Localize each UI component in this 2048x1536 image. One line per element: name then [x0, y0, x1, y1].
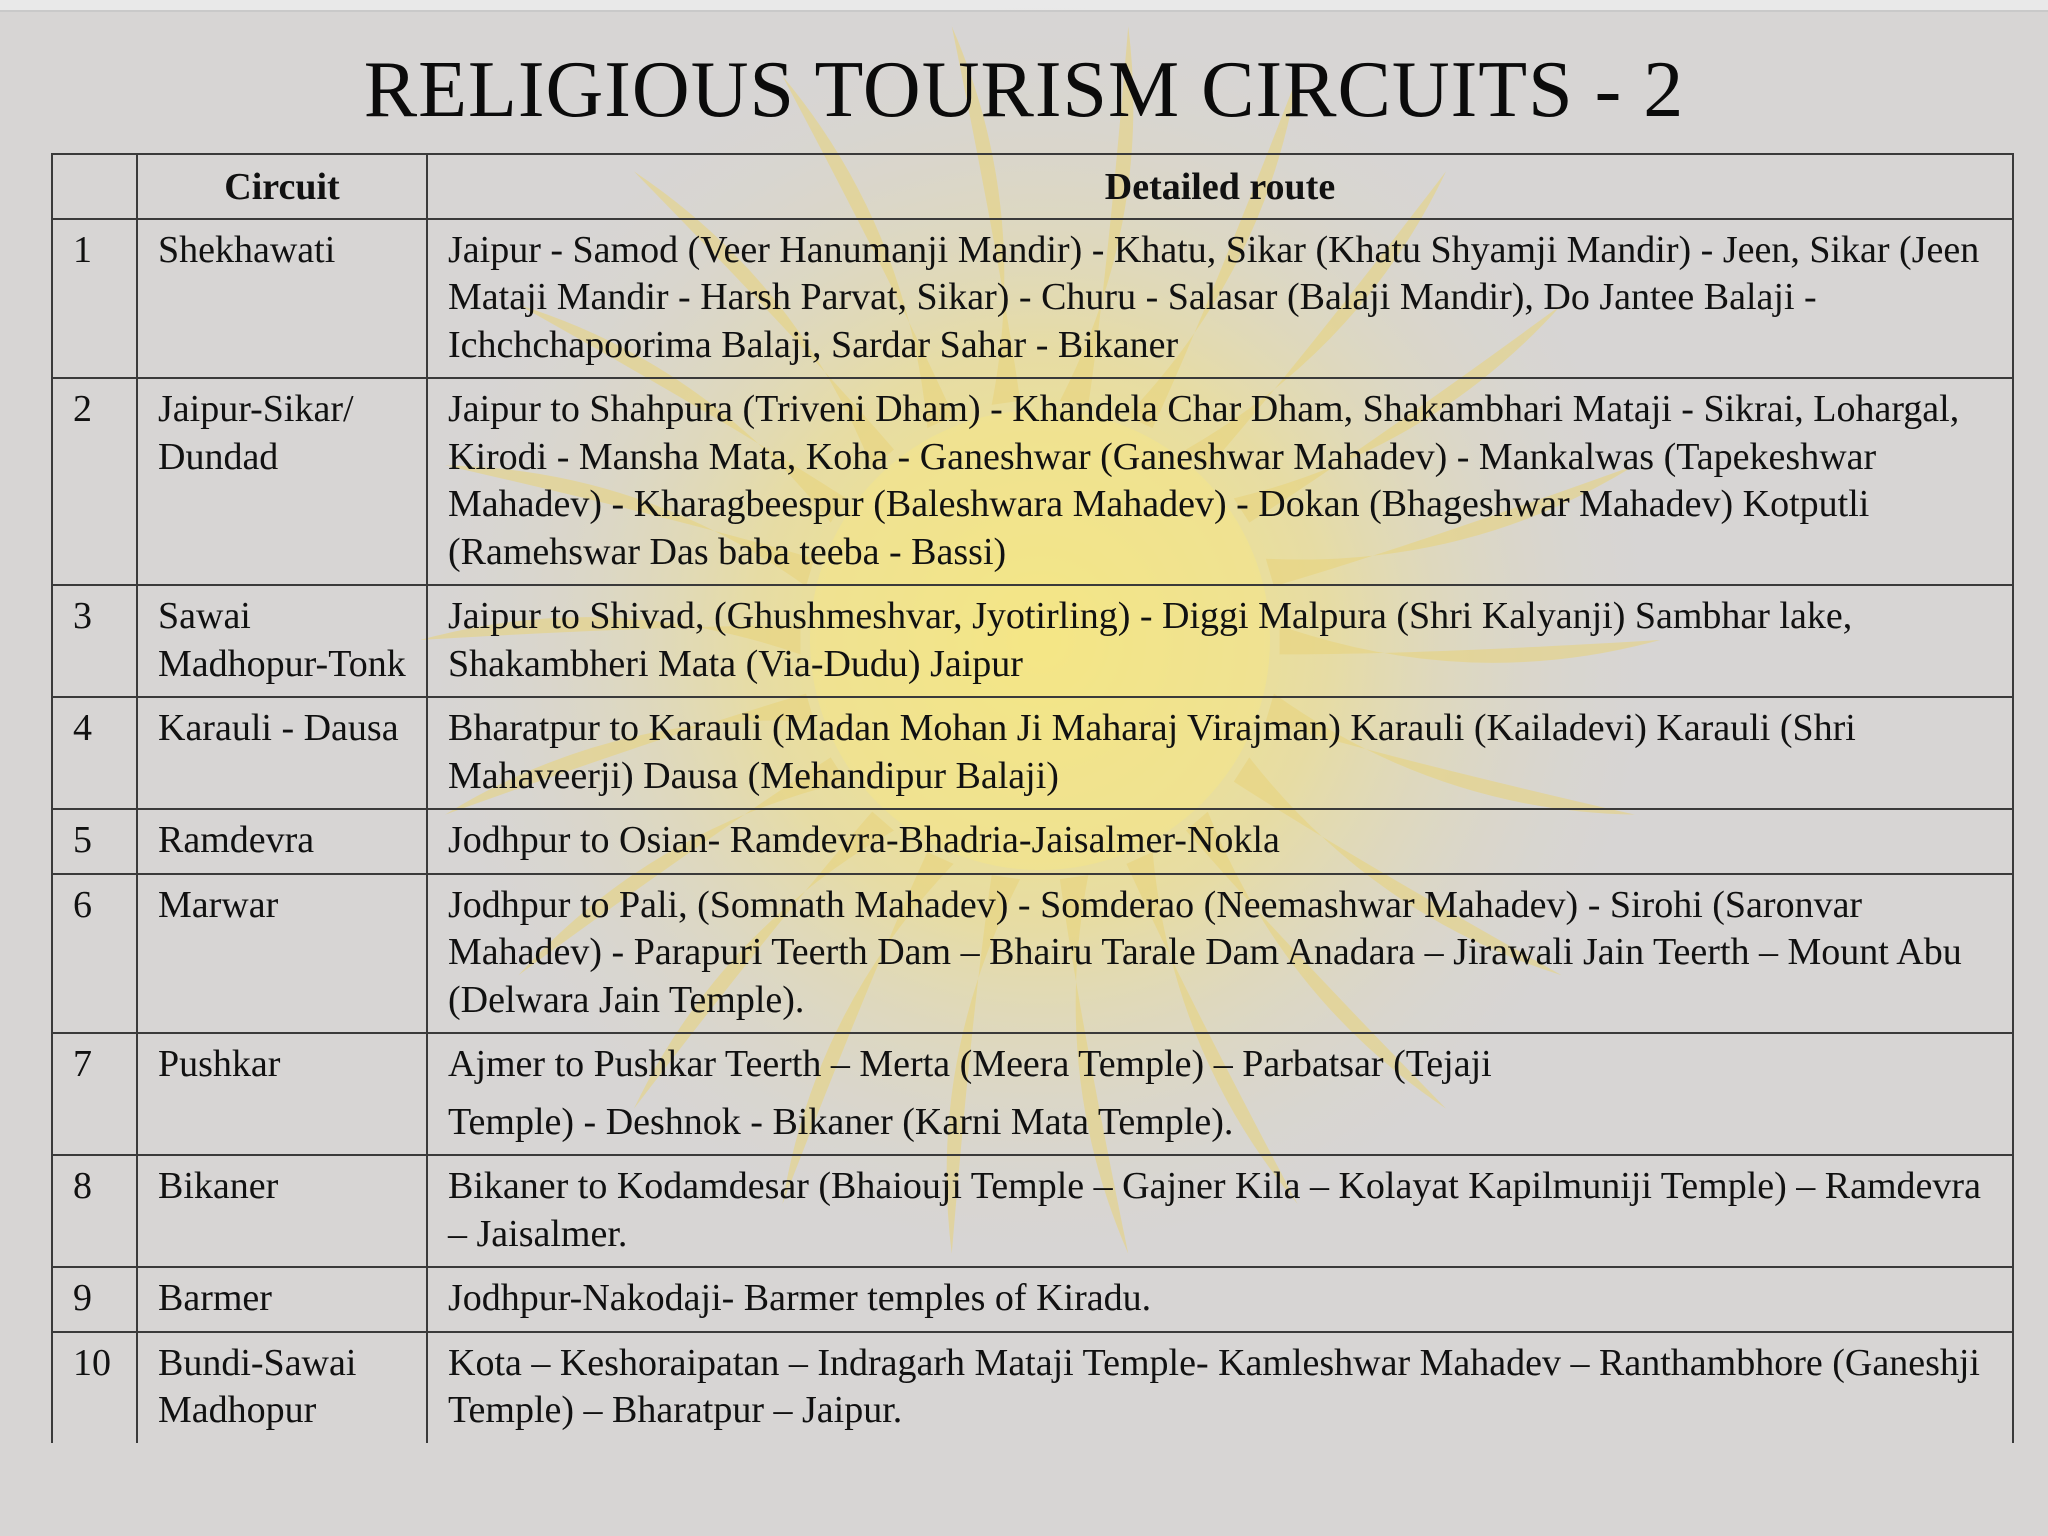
- row-number: 8: [52, 1155, 137, 1267]
- header-number: [52, 154, 137, 219]
- circuit-name: Bikaner: [137, 1155, 427, 1267]
- circuit-name: Jaipur-Sikar/ Dundad: [137, 378, 427, 585]
- circuit-name: Marwar: [137, 874, 427, 1034]
- table-row: [52, 1267, 2013, 1332]
- circuit-name: Sawai Madhopur-Tonk: [137, 585, 427, 697]
- row-number: 1: [52, 219, 137, 379]
- detailed-route: Bharatpur to Karauli (Madan Mohan Ji Maharaj Virajman) Karauli (Kailadevi) Karauli (Shri Mahaveerji) Dausa (Mehandipur Balaji): [427, 697, 2013, 809]
- detailed-route: Jodhpur to Osian- Ramdevra-Bhadria-Jaisalmer-Nokla: [427, 809, 2013, 874]
- detailed-route: Jaipur to Shivad, (Ghushmeshvar, Jyotirling) - Diggi Malpura (Shri Kalyanji) Sambhar lake, Shakambheri Mata (Via-Dudu) Jaipur: [427, 585, 2013, 697]
- table-row: [52, 1155, 2013, 1267]
- row-number: 9: [52, 1267, 137, 1332]
- table-row: [52, 219, 2013, 379]
- header-circuit: Circuit: [137, 154, 427, 219]
- circuit-name: Shekhawati: [137, 219, 427, 379]
- detailed-route: [427, 1033, 2013, 1155]
- table-row: [52, 585, 2013, 697]
- circuit-name: Pushkar: [137, 1033, 427, 1155]
- detailed-route: Jodhpur to Pali, (Somnath Mahadev) - Somderao (Neemashwar Mahadev) - Sirohi (Saronvar Mahadev) - Parapuri Teerth Dam – Bhairu Tarale Dam Anadara – Jirawali Jain Teerth – Mount Abu (Delwara Jain Temple).: [427, 874, 2013, 1034]
- route-line: Ajmer to Pushkar Teerth – Merta (Meera Temple) – Parbatsar (Tejaji: [448, 1043, 1492, 1085]
- table-row: [52, 697, 2013, 809]
- row-number: 3: [52, 585, 137, 697]
- row-number: 10: [52, 1332, 137, 1443]
- row-number: 5: [52, 809, 137, 874]
- detailed-route: Jaipur - Samod (Veer Hanumanji Mandir) - Khatu, Sikar (Khatu Shyamji Mandir) - Jeen, Sikar (Jeen Mataji Mandir - Harsh Parvat, Sikar) - Churu - Salasar (Balaji Mandir), Do Jantee Balaji - Ichchchapoorima Balaji, Sardar Sahar - Bikaner: [427, 219, 2013, 379]
- header-detailed-route: Detailed route: [427, 154, 2013, 219]
- table-row: [52, 1033, 2013, 1155]
- table-row: [52, 874, 2013, 1034]
- detailed-route: Kota – Keshoraipatan – Indragarh Mataji Temple- Kamleshwar Mahadev – Ranthambhore (Ganeshji Temple) – Bharatpur – Jaipur.: [427, 1332, 2013, 1443]
- row-number: 6: [52, 874, 137, 1034]
- circuit-name: Ramdevra: [137, 809, 427, 874]
- table-row: [52, 809, 2013, 874]
- circuit-name: Bundi-Sawai Madhopur: [137, 1332, 427, 1443]
- detailed-route: Jodhpur-Nakodaji- Barmer temples of Kiradu.: [427, 1267, 2013, 1332]
- detailed-route: Bikaner to Kodamdesar (Bhaiouji Temple – Gajner Kila – Kolayat Kapilmuniji Temple) – Ramdevra – Jaisalmer.: [427, 1155, 2013, 1267]
- row-number: 4: [52, 697, 137, 809]
- table-row: [52, 378, 2013, 585]
- page-title: RELIGIOUS TOURISM CIRCUITS - 2: [363, 46, 1685, 134]
- table-header-row: [52, 154, 2013, 219]
- row-number: 7: [52, 1033, 137, 1155]
- detailed-route: Jaipur to Shahpura (Triveni Dham) - Khandela Char Dham, Shakambhari Mataji - Sikrai, Lohargal, Kirodi - Mansha Mata, Koha - Ganeshwar (Ganeshwar Mahadev) - Mankalwas (Tapekeshwar Mahadev) - Kharagbeespur (Baleshwara Mahadev) - Dokan (Bhageshwar Mahadev) Kotputli (Ramehswar Das baba teeba - Bassi): [427, 378, 2013, 585]
- circuits-table: [51, 153, 2014, 1443]
- table-row: [52, 1332, 2013, 1443]
- circuit-name: Barmer: [137, 1267, 427, 1332]
- route-line: Temple) - Deshnok - Bikaner (Karni Mata Temple).: [448, 1100, 1234, 1143]
- circuit-name: Karauli - Dausa: [137, 697, 427, 809]
- row-number: 2: [52, 378, 137, 585]
